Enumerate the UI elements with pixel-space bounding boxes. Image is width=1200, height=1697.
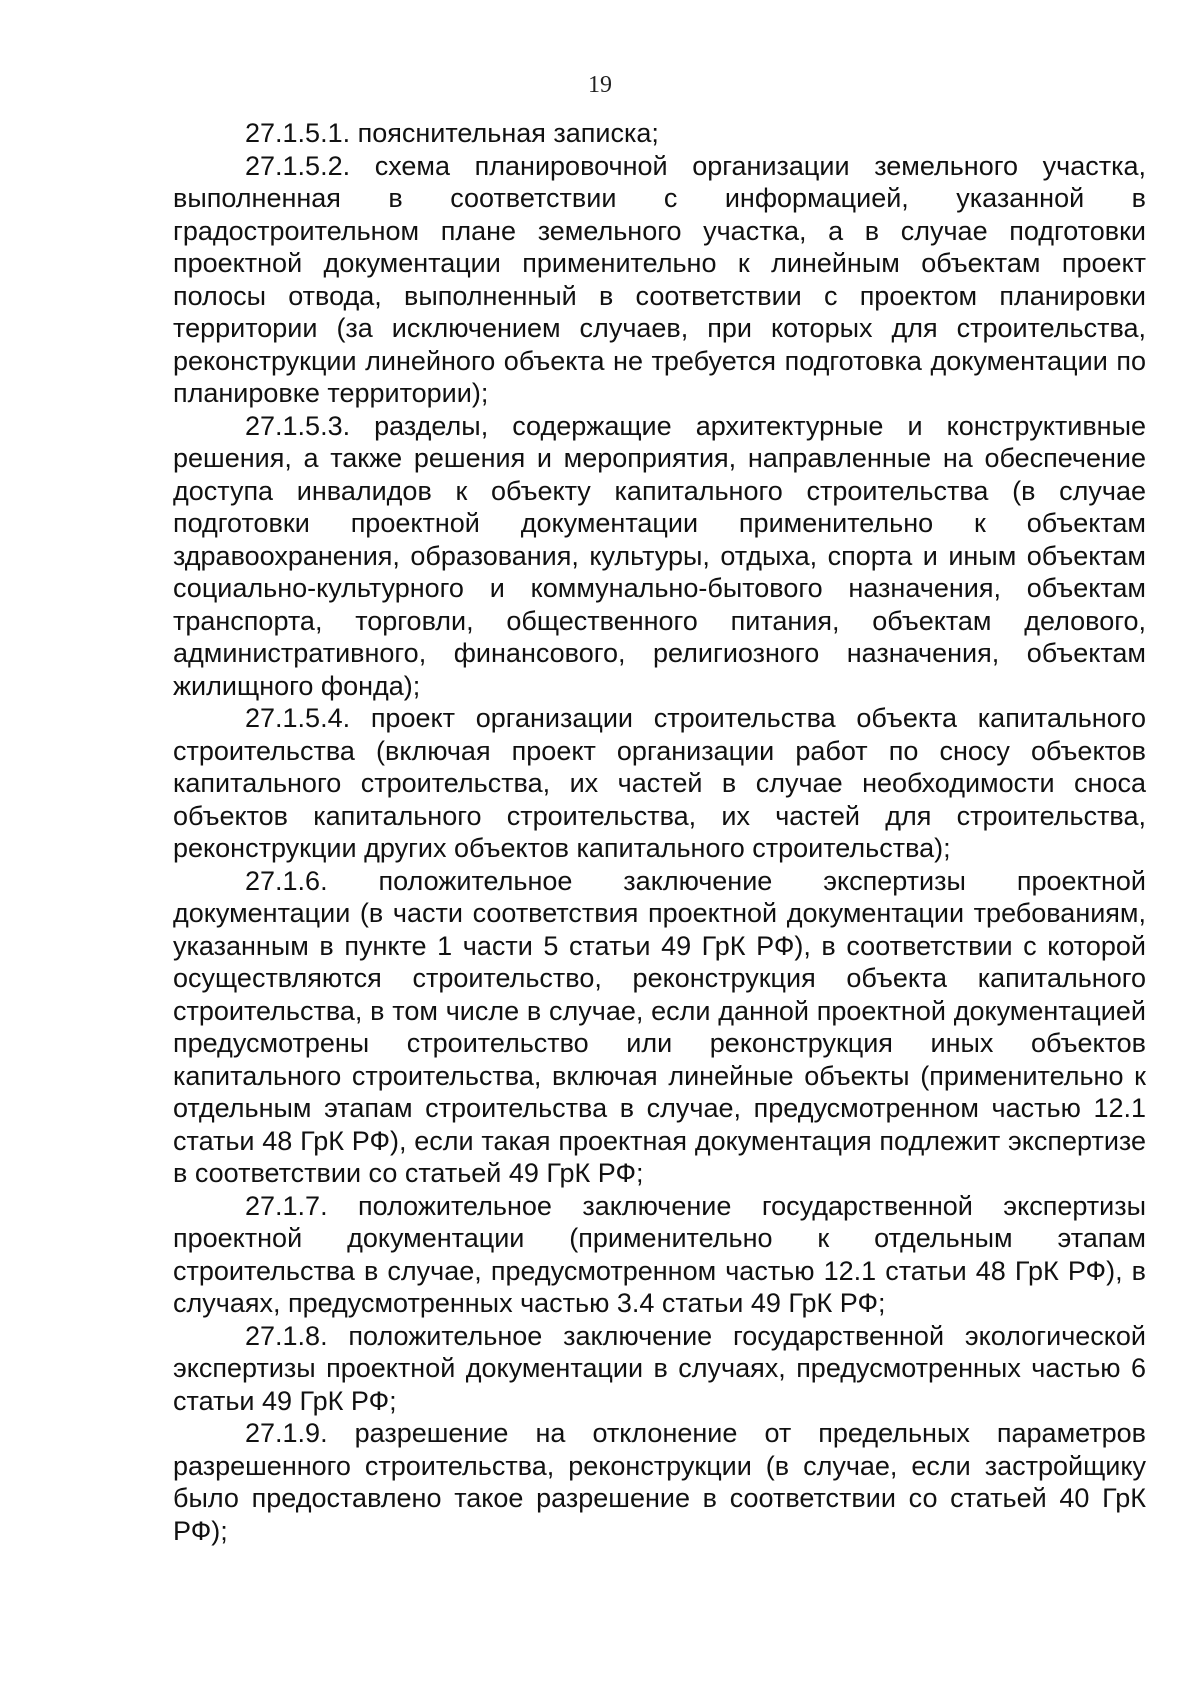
document-body: [173, 117, 1146, 1547]
paragraph-27-1-8: 27.1.8. положительное заключение государственной экологической экспертизы проектной документации в случаях, предусмотренных частью 6 статьи 49 ГрК РФ;: [173, 1320, 1146, 1416]
page-number: 19: [588, 72, 612, 98]
paragraph-27-1-5-3: 27.1.5.3. разделы, содержащие архитектурные и конструктивные решения, а также решения и мероприятия, направленные на обеспечение доступа инвалидов к объекту капитального строительства (в случае подготовки проектной документации применительно к объектам здравоохранения, образования, культуры, отдыха, спорта и иным объектам социально-культурного и коммунально-бытового назначения, объектам транспорта, торговли, общественного питания, объектам делового, административного, финансового, религиозного назначения, объектам жилищного фонда);: [173, 410, 1146, 701]
paragraph-27-1-5-4: 27.1.5.4. проект организации строительства объекта капитального строительства (включая проект организации работ по сносу объектов капитального строительства, их частей в случае необходимости сноса объектов капитального строительства, их частей для строительства, реконструкции других объектов капитального строительства);: [173, 703, 1146, 863]
paragraph-27-1-5-2: 27.1.5.2. схема планировочной организации земельного участка, выполненная в соответствии с информацией, указанной в градостроительном плане земельного участка, а в случае подготовки проектной документации применительно к линейным объектам проект полосы отвода, выполненный в соответствии с проектом планировки территории (за исключением случаев, при которых для строительства, реконструкции линейного объекта не требуется подготовка документации по планировке территории);: [173, 150, 1146, 408]
paragraph-27-1-6: 27.1.6. положительное заключение экспертизы проектной документации (в части соответствия проектной документации требованиям, указанным в пункте 1 части 5 статьи 49 ГрК РФ), в соответствии с которой осуществляются строительство, реконструкция объекта капитального строительства, в том числе в случае, если данной проектной документацией предусмотрены строительство или реконструкция иных объектов капитального строительства, включая линейные объекты (применительно к отдельным этапам строительства в случае, предусмотренном частью 12.1 статьи 48 ГрК РФ), если такая проектная документация подлежит экспертизе в соответствии со статьей 49 ГрК РФ;: [173, 865, 1146, 1188]
paragraph-27-1-9: 27.1.9. разрешение на отклонение от предельных параметров разрешенного строительства, реконструкции (в случае, если застройщику было предоставлено такое разрешение в соответствии со статьей 40 ГрК РФ);: [173, 1418, 1146, 1546]
paragraph-27-1-5-1: 27.1.5.1. пояснительная записка;: [245, 118, 659, 148]
paragraph-27-1-7: 27.1.7. положительное заключение государственной экспертизы проектной документации (применительно к отдельным этапам строительства в случае, предусмотренном частью 12.1 статьи 48 ГрК РФ), в случаях, предусмотренных частью 3.4 статьи 49 ГрК РФ;: [173, 1190, 1146, 1318]
